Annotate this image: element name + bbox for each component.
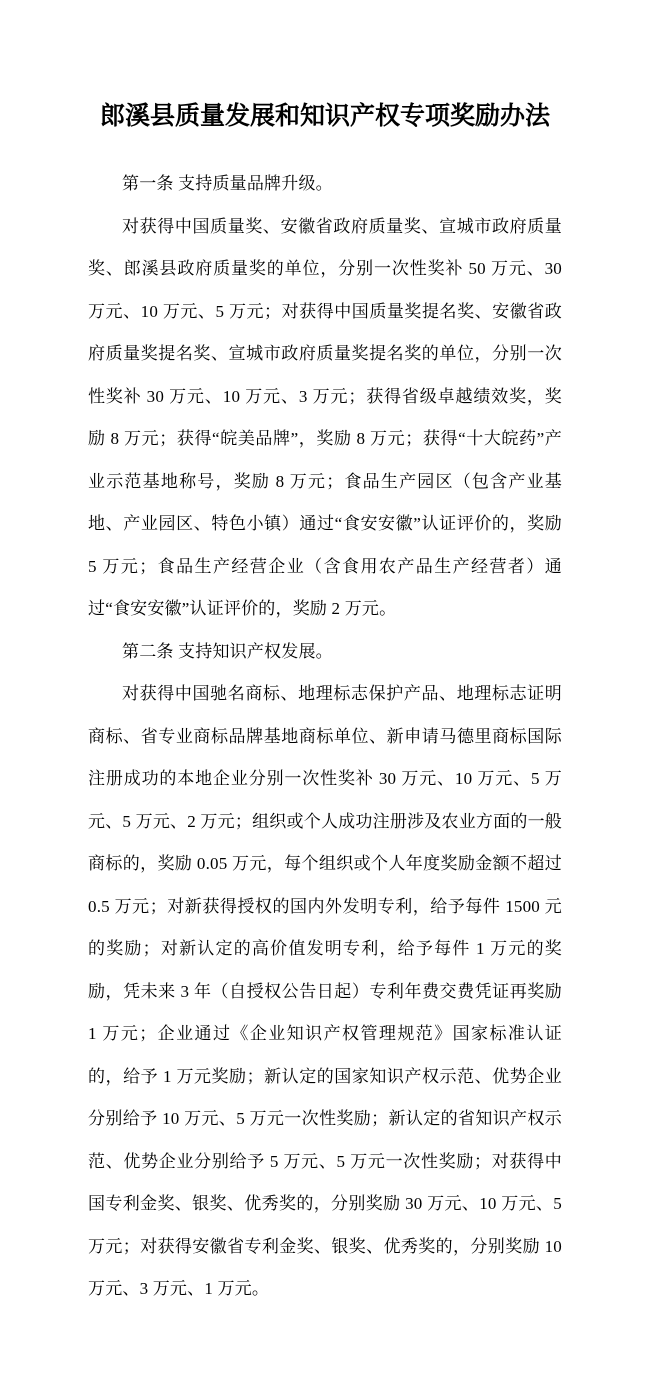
article-2-heading: 第二条 支持知识产权发展。 — [122, 641, 333, 661]
document-body — [88, 100, 562, 1311]
article-1-heading: 第一条 支持质量品牌升级。 — [122, 174, 333, 193]
document-title: 郎溪县质量发展和知识产权专项奖励办法 — [99, 103, 550, 130]
article-2-body: 对获得中国驰名商标、地理标志保护产品、地理标志证明商标、省专业商标品牌基地商标单位、新申请马德里商标国际注册成功的本地企业分别一次性奖补 30 万元、10 万元、5 万元、5 万元、2 万元；组织或个人成功注册涉及农业方面的一般商标的，奖励 0.05 万元，每个组织或个人年度奖励金额不超过 0.5 万元；对新获得授权的国内外发明专利，给予每件 1500 元的奖励；对新认定的高价值发明专利，给予每件 1 万元的奖励，凭未来 3 年（自授权公告日起）专利年费交费凭证再奖励 1 万元；企业通过《企业知识产权管理规范》国家标准认证的，给予 1 万元奖励；新认定的国家知识产权示范、优势企业分别给予 10 万元、5 万元一次性奖励；新认定的省知识产权示范、优势企业分别给予 5 万元、5 万元一次性奖励；对获得中国专利金奖、银奖、优秀奖的，分别奖励 30 万元、10 万元、5 万元；对获得安徽省专利金奖、银奖、优秀奖的，分别奖励 10 万元、3 万元、1 万元。 — [88, 684, 562, 1298]
article-1-body: 对获得中国质量奖、安徽省政府质量奖、宣城市政府质量奖、郎溪县政府质量奖的单位，分别一次性奖补 50 万元、30 万元、10 万元、5 万元；对获得中国质量奖提名奖、安徽省政府质量奖提名奖、宣城市政府质量奖提名奖的单位，分别一次性奖补 30 万元、10 万元、3 万元；获得省级卓越绩效奖，奖励 8 万元；获得“皖美品牌”，奖励 8 万元；获得“十大皖药”产业示范基地称号，奖励 8 万元；食品生产园区（包含产业基地、产业园区、特色小镇）通过“食安安徽”认证评价的，奖励 5 万元；食品生产经营企业（含食用农产品生产经营者）通过“食安安徽”认证评价的，奖励 2 万元。 — [88, 216, 562, 618]
